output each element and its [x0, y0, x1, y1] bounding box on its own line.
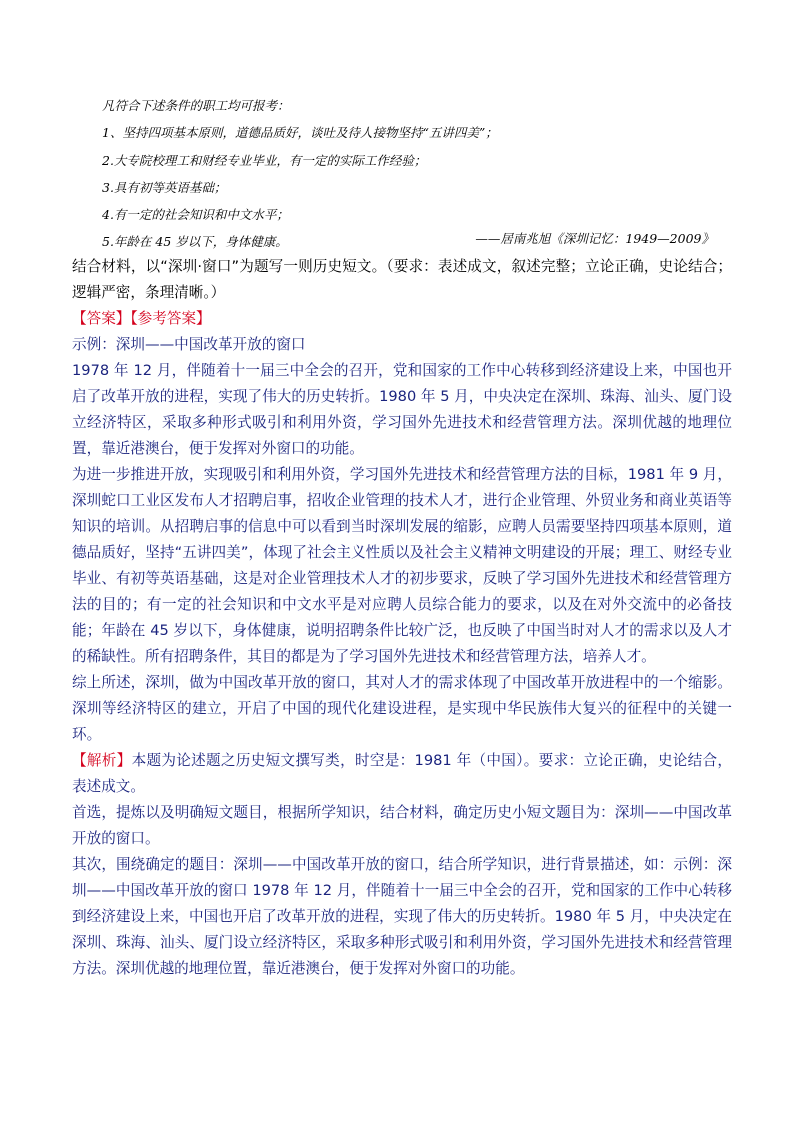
answer-paragraph: 为进一步推进开放，实现吸引和利用外资，学习国外先进技术和经营管理方法的目标，1981 年 9 月，深圳蛇口工业区发布人才招聘启事，招收企业管理的技术人才，进行企业管理、外贸业务和商业英语等知识的培训。从招聘启事的信息中可以看到当时深圳发展的缩影，应聘人员需要坚持四项基本原则，道德品质好，坚持“五讲四美”，体现了社会主义性质以及社会主义精神文明建设的开展；理工、财经专业毕业、有初等英语基础，这是对企业管理技术人才的初步要求，反映了学习国外先进技术和经营管理方法的目的；有一定的社会知识和中文水平是对应聘人员综合能力的要求，以及在对外交流中的必备技能；年龄在 45 岁以下，身体健康，说明招聘条件比较广泛，也反映了中国当时对人才的需求以及人才的稀缺性。所有招聘条件，其目的都是为了学习国外先进技术和经营管理方法，培养人才。 [72, 466, 732, 665]
material-line: 3.具有初等英语基础； [102, 179, 227, 195]
analysis-paragraph: 首选，提炼以及明确短文题目，根据所学知识，结合材料，确定历史小短文题目为：深圳——中国改革开放的窗口。 [72, 804, 732, 847]
material-line: 凡符合下述条件的职工均可报考： [102, 98, 290, 113]
answer-paragraph: 综上所述，深圳，做为中国改革开放的窗口，其对人才的需求体现了中国改革开放进程中的一个缩影。深圳等经济特区的建立，开启了中国的现代化建设进程，是实现中华民族伟大复兴的征程中的关键一环。 [72, 674, 732, 743]
question-text: 结合材料，以“深圳·窗口”为题写一则历史短文。（要求：表述成文，叙述完整；立论正确，史论结合；逻辑严密，条理清晰。） [72, 258, 732, 301]
main-content [72, 254, 732, 982]
answer-label: 【答案】【参考答案】 [72, 310, 211, 327]
source-material [102, 92, 742, 256]
material-source: ——居南兆旭《深圳记忆：1949—2009》 [475, 231, 714, 246]
analysis-label: 【解析】 [72, 752, 132, 769]
material-line: 4.有一定的社会知识和中文水平； [102, 207, 289, 223]
analysis-paragraph [72, 748, 732, 800]
analysis-paragraph: 其次，围绕确定的题目：深圳——中国改革开放的窗口，结合所学知识，进行背景描述，如：示例：深圳——中国改革开放的窗口 1978 年 12 月，伴随着十一届三中全会的召开，党和国家的工作中心转移到经济建设上来，中国也开启了改革开放的进程，实现了伟大的历史转折。1980 年 5 月，中央决定在深圳、珠海、汕头、厦门设立经济特区，采取多种形式吸引和利用外资，学习国外先进技术和经营管理方法。深圳优越的地理位置，靠近港澳台，便于发挥对外窗口的功能。 [72, 856, 732, 977]
answer-example-title: 示例：深圳——中国改革开放的窗口 [72, 336, 306, 353]
material-line: 5.年龄在 45 岁以下，身体健康。 [102, 234, 288, 250]
material-line: 1、坚持四项基本原则，道德品质好，谈吐及待人接物坚持“五讲四美”； [102, 125, 498, 141]
answer-paragraph: 1978 年 12 月，伴随着十一届三中全会的召开，党和国家的工作中心转移到经济建设上来，中国也开启了改革开放的进程，实现了伟大的历史转折。1980 年 5 月，中央决定在深圳、珠海、汕头、厦门设立经济特区，采取多种形式吸引和利用外资，学习国外先进技术和经营管理方法。深圳优越的地理位置，靠近港澳台，便于发挥对外窗口的功能。 [72, 362, 732, 457]
material-line: 2.大专院校理工和财经专业毕业，有一定的实际工作经验； [102, 152, 427, 168]
analysis-text: 本题为论述题之历史短文撰写类，时空是：1981 年（中国）。要求：立论正确，史论结合，表述成文。 [72, 752, 732, 795]
